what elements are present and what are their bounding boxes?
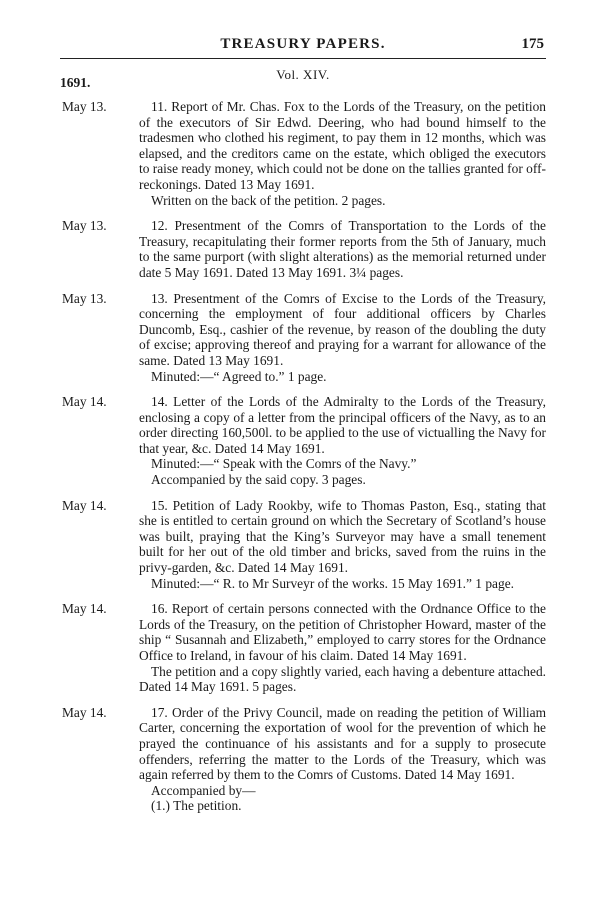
running-header	[60, 36, 546, 59]
calendar-entries	[60, 99, 546, 824]
calendar-entry	[60, 99, 546, 208]
entry-date: May 14.	[62, 497, 107, 513]
entry-text: 11. Report of Mr. Chas. Fox to the Lords of the Treasury, on the petition of the executors of Sir Edwd. Deering, who had bound himself to the tradesmen who clothed his regiment, to pay them in 12 months, which was elapsed, and the creditors came on the estate, which obliged the executors to raise ready money, which could not be done on the tallies granted for off-reckonings. Dated 13 May 1691.	[139, 99, 546, 192]
volume-heading: Vol. XIV.	[276, 67, 330, 82]
entry-date: May 13.	[62, 99, 107, 114]
entry-date: May 14.	[62, 601, 107, 617]
entry-date: May 14.	[62, 704, 107, 720]
entry-note: Accompanied by the said copy. 3 pages.	[151, 472, 366, 488]
entry-date: May 14.	[62, 394, 107, 410]
entry-text: 17. Order of the Privy Council, made on reading the petition of William Carter, concerning the exportation of wool for the prevention of which he prayed the continuance of his assistants and for a supply to prosecute offenders, referring the matter to the Lords of the Treasury, which was again referred by them to the Comrs of Customs. Dated 14 May 1691.	[139, 704, 546, 783]
enclosure-item: (1.) The petition.	[151, 798, 242, 814]
margin-year: 1691.	[60, 75, 91, 90]
entry-text: 16. Report of certain persons connected with the Ordnance Office to the Lords of the Treasury, on the petition of Christopher Howard, master of the ship “ Susannah and Elizabeth,” employed to carry stores for the Ordnance Office to Ireland, in favour of his claim. Dated 14 May 1691.	[139, 601, 546, 663]
entry-note: Written on the back of the petition. 2 pages.	[151, 192, 386, 208]
running-title: TREASURY PAPERS.	[220, 36, 386, 52]
calendar-entry	[60, 705, 546, 814]
calendar-entry	[60, 291, 546, 385]
entry-text: 13. Presentment of the Comrs of Excise to the Lords of the Treasury, concerning the employment of four additional officers by Charles Duncomb, Esq., cashier of the revenue, by reason of the doubling the duty of excise; approving thereof and praying for a warrant for allowance of the same. Dated 13 May 1691.	[139, 290, 546, 368]
entry-minute: Minuted:—“ Speak with the Comrs of the Navy.”	[151, 456, 417, 472]
calendar-entry	[60, 394, 546, 488]
entry-text: 15. Petition of Lady Rookby, wife to Thomas Paston, Esq., stating that she is entitled to certain ground on which the Secretary of Scotland’s house was built, praying that the King’s Surveyor may have a small tenement built for her out of the old timber and bricks, saved from the ruins in the privy-garden, &c. Dated 14 May 1691.	[139, 497, 546, 576]
entry-date: May 13.	[62, 218, 107, 234]
entry-minute: Minuted:—“ R. to Mr Surveyr of the works. 15 May 1691.” 1 page.	[151, 575, 514, 591]
entry-text: 12. Presentment of the Comrs of Transportation to the Lords of the Treasury, recapitulating their former reports from the 5th of January, much to the same purport (with slight alterations) as the memorial returned under date 5 May 1691. Dated 13 May 1691. 3¼ pages.	[139, 218, 546, 280]
calendar-entry	[60, 601, 546, 695]
calendar-entry	[60, 498, 546, 592]
entry-date: May 13.	[62, 290, 107, 306]
entry-text: 14. Letter of the Lords of the Admiralty to the Lords of the Treasury, enclosing a copy of a letter from the principal officers of the Navy, as to an order directing 160,500l. to be applied to the use of victualling the Navy for that year, &c. Dated 14 May 1691.	[139, 394, 546, 456]
page-number: 175	[521, 36, 544, 52]
entry-minute: Minuted:—“ Agreed to.” 1 page.	[151, 368, 327, 384]
calendar-entry	[60, 218, 546, 280]
entry-note: The petition and a copy slightly varied, each having a debenture attached. Dated 14 May 1691. 5 pages.	[139, 663, 546, 695]
entry-note: Accompanied by—	[151, 782, 256, 798]
